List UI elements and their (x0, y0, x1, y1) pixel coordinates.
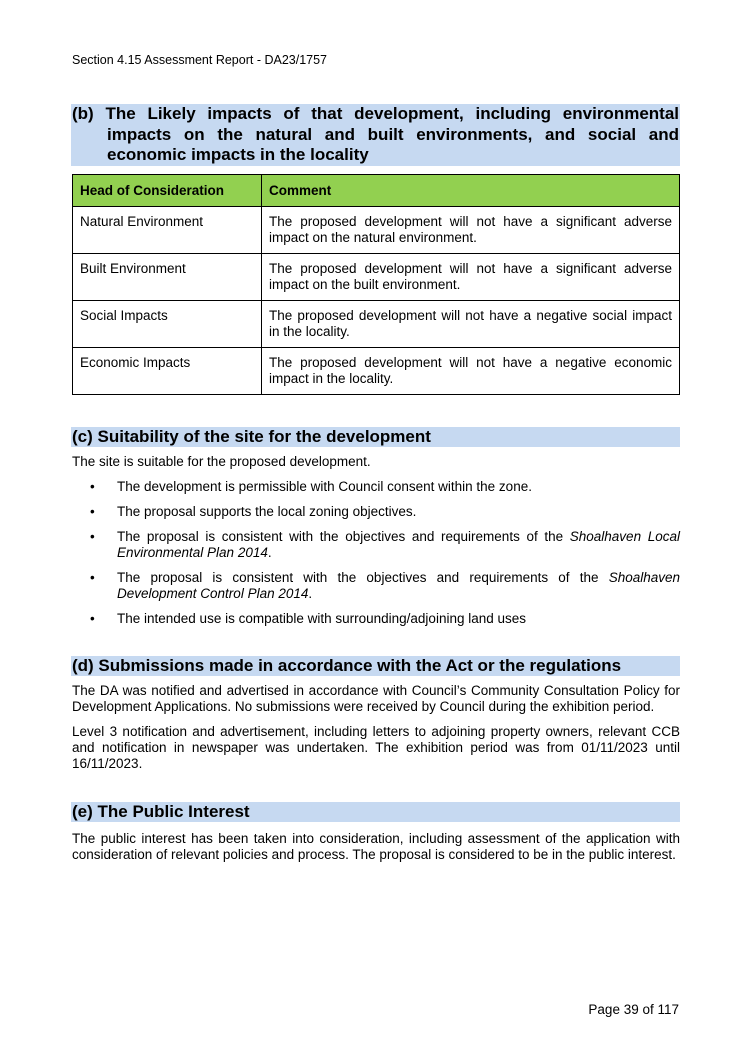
section-d-paragraph-2: Level 3 notification and advertisement, including letters to adjoining property owners, relevant CCB and notification in newspaper was undertaken. The exhibition period was from 01/11/2023 until 16/11/2023. (72, 723, 680, 771)
table-cell-comment: The proposed development will not have a negative economic impact in the locality. (262, 347, 680, 394)
section-e-heading: (e) The Public Interest (71, 802, 680, 822)
table-row (73, 300, 680, 347)
table-cell-head: Economic Impacts (73, 347, 262, 394)
table-row (73, 206, 680, 253)
impacts-table (72, 174, 680, 395)
page-content (71, 104, 680, 863)
list-item-italic: Shoalhaven Local Environmental Plan 2014 (117, 528, 680, 560)
section-c-heading: (c) Suitability of the site for the development (71, 427, 680, 447)
bullet-symbol: • (90, 478, 95, 494)
bullet-symbol: • (90, 528, 95, 544)
list-item-text: The development is permissible with Council consent within the zone. (117, 478, 532, 494)
list-item-suffix: . (308, 585, 313, 601)
table-cell-head: Social Impacts (73, 300, 262, 347)
table-cell-head: Built Environment (73, 253, 262, 300)
bullet-symbol: • (90, 610, 95, 626)
table-cell-head: Natural Environment (73, 206, 262, 253)
list-item-text: The intended use is compatible with surrounding/adjoining land uses (117, 610, 527, 626)
list-item-text: The proposal supports the local zoning objectives. (117, 503, 417, 519)
section-d-paragraph-1: The DA was notified and advertised in accordance with Council’s Community Consultation Policy for Development Applications. No submissions were received by Council during the exhibition period. (72, 682, 680, 714)
list-item (71, 504, 680, 520)
table-row (73, 253, 680, 300)
column-header-comment: Comment (262, 174, 680, 206)
report-header: Section 4.15 Assessment Report - DA23/1757 (72, 53, 328, 67)
table-header-row (73, 174, 680, 206)
section-b-heading-line-3: economic impacts in the locality (107, 145, 369, 164)
list-item (71, 479, 680, 495)
section-b-heading-line-1: (b) The Likely impacts of that development, including environmental (72, 104, 679, 123)
table-row (73, 347, 680, 394)
table-cell-comment: The proposed development will not have a significant adverse impact on the built environment. (262, 253, 680, 300)
list-item (71, 570, 680, 602)
list-item (71, 611, 680, 627)
section-e-paragraph: The public interest has been taken into consideration, including assessment of the application with consideration of relevant policies and process. The proposal is considered to be in the public interest. (72, 830, 680, 862)
list-item (71, 529, 680, 561)
table-cell-comment: The proposed development will not have a negative social impact in the locality. (262, 300, 680, 347)
section-b-heading-line-2: impacts on the natural and built environments, and social and (107, 124, 679, 144)
page-number: Page 39 of 117 (588, 1002, 679, 1017)
section-b-heading (71, 104, 680, 166)
list-item-text: The proposal is consistent with the objectives and requirements of the (117, 528, 570, 544)
bullet-symbol: • (90, 569, 95, 585)
list-item-text: The proposal is consistent with the objectives and requirements of the (117, 569, 609, 585)
list-item-italic: Shoalhaven Development Control Plan 2014 (117, 569, 680, 601)
column-header-head: Head of Consideration (73, 174, 262, 206)
list-item-suffix: . (267, 544, 272, 560)
section-c-bullet-list (71, 479, 680, 627)
section-c-intro: The site is suitable for the proposed development. (72, 453, 371, 469)
bullet-symbol: • (90, 503, 95, 519)
section-d-heading: (d) Submissions made in accordance with the Act or the regulations (71, 656, 680, 676)
table-cell-comment: The proposed development will not have a significant adverse impact on the natural environment. (262, 206, 680, 253)
